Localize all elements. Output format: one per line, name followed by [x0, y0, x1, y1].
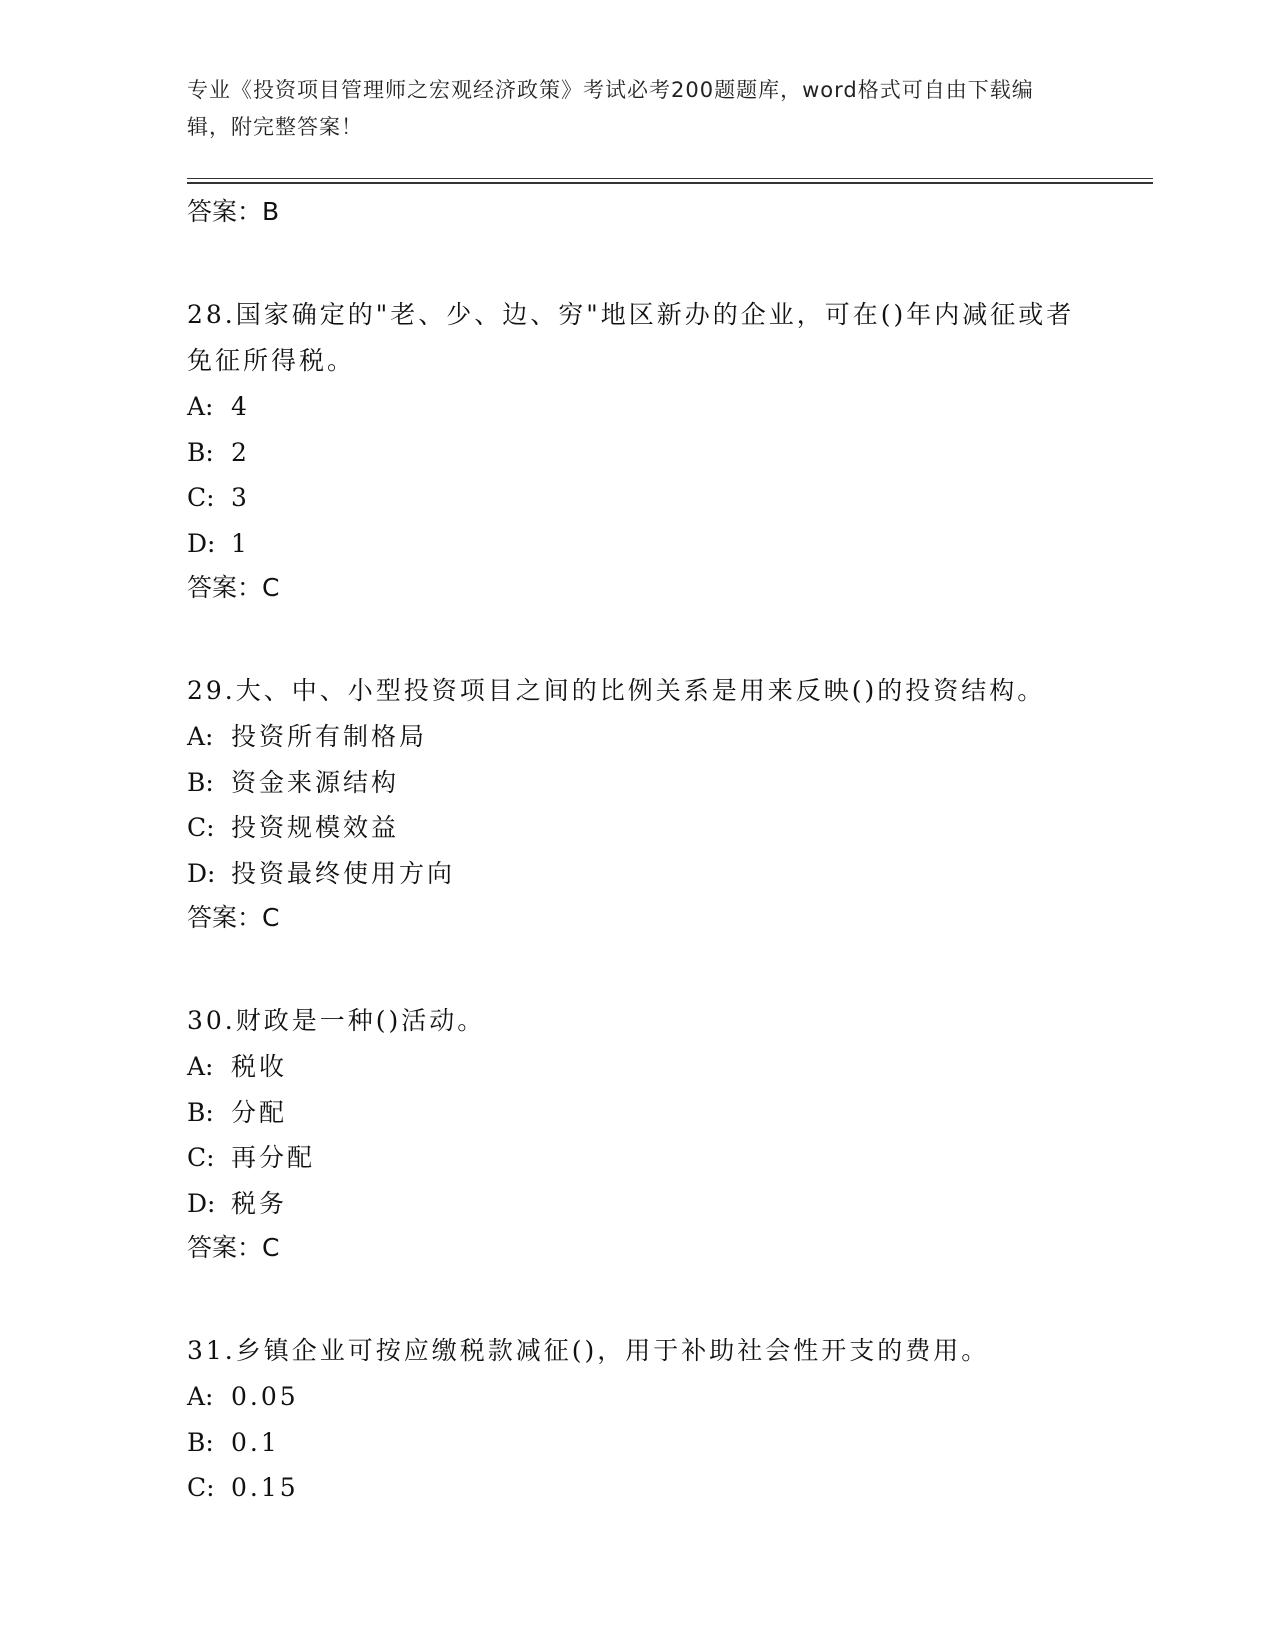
question-text: 31.乡镇企业可按应缴税款减征()，用于补助社会性开支的费用。 [187, 1336, 990, 1365]
question-31 [187, 1328, 1087, 1511]
option-letter: B: [187, 767, 214, 797]
option-text: 资金来源结构 [231, 767, 400, 797]
option-letter: B: [187, 437, 214, 467]
option-text: 投资规模效益 [231, 813, 400, 842]
option-letter: B: [187, 1427, 214, 1457]
question-list [187, 190, 1087, 1511]
option-letter: D: [187, 1188, 216, 1218]
option-letter: A: [187, 722, 214, 751]
option-letter: C: [187, 1473, 215, 1502]
question-text: 28.国家确定的"老、少、边、穷"地区新办的企业，可在()年内减征或者免征所得税。 [187, 300, 1075, 375]
document-header [187, 72, 1067, 146]
option-text: 投资所有制格局 [231, 722, 428, 751]
option-letter: D: [187, 858, 216, 888]
option-b [187, 1090, 1087, 1136]
option-text: 税务 [231, 1188, 288, 1218]
option-text: 4 [231, 392, 250, 421]
option-letter: C: [187, 813, 215, 842]
option-text: 2 [231, 437, 250, 467]
option-a [187, 1374, 1087, 1420]
option-letter: C: [187, 1143, 215, 1172]
option-letter: A: [187, 1052, 214, 1081]
question-text: 30.财政是一种()活动。 [187, 1006, 486, 1035]
option-d [187, 851, 1087, 897]
option-text: 0.05 [231, 1382, 299, 1411]
option-c [187, 805, 1087, 851]
option-c [187, 1135, 1087, 1181]
option-letter: B: [187, 1097, 214, 1127]
header-divider-thick [187, 182, 1153, 184]
option-letter: A: [187, 392, 214, 421]
option-a [187, 714, 1087, 760]
answer-line: 答案：C [187, 903, 280, 932]
option-text: 3 [231, 483, 250, 512]
option-text: 0.1 [231, 1427, 280, 1457]
option-text: 投资最终使用方向 [231, 858, 456, 888]
option-text: 分配 [231, 1097, 288, 1127]
option-letter: C: [187, 483, 215, 512]
option-b [187, 430, 1087, 476]
option-a [187, 384, 1087, 430]
option-a [187, 1044, 1087, 1090]
option-b [187, 760, 1087, 806]
question-28 [187, 292, 1087, 610]
option-text: 再分配 [231, 1143, 316, 1172]
question-text: 29.大、中、小型投资项目之间的比例关系是用来反映()的投资结构。 [187, 676, 1046, 705]
answer-line: 答案：C [187, 1233, 280, 1262]
question-30 [187, 998, 1087, 1270]
option-text: 0.15 [231, 1473, 299, 1502]
option-text: 1 [231, 528, 250, 558]
option-d [187, 1181, 1087, 1227]
option-letter: D: [187, 528, 216, 558]
option-d [187, 521, 1087, 567]
answer-line: 答案：C [187, 573, 280, 602]
option-text: 税收 [231, 1052, 288, 1081]
option-c [187, 475, 1087, 521]
option-b [187, 1420, 1087, 1466]
header-text: 专业《投资项目管理师之宏观经济政策》考试必考200题题库，word格式可自由下载编辑，附完整答案！ [187, 78, 1034, 139]
option-c [187, 1465, 1087, 1511]
previous-answer: 答案：B [187, 197, 280, 226]
option-letter: A: [187, 1382, 214, 1411]
question-29 [187, 668, 1087, 940]
header-divider-thin [187, 178, 1153, 179]
